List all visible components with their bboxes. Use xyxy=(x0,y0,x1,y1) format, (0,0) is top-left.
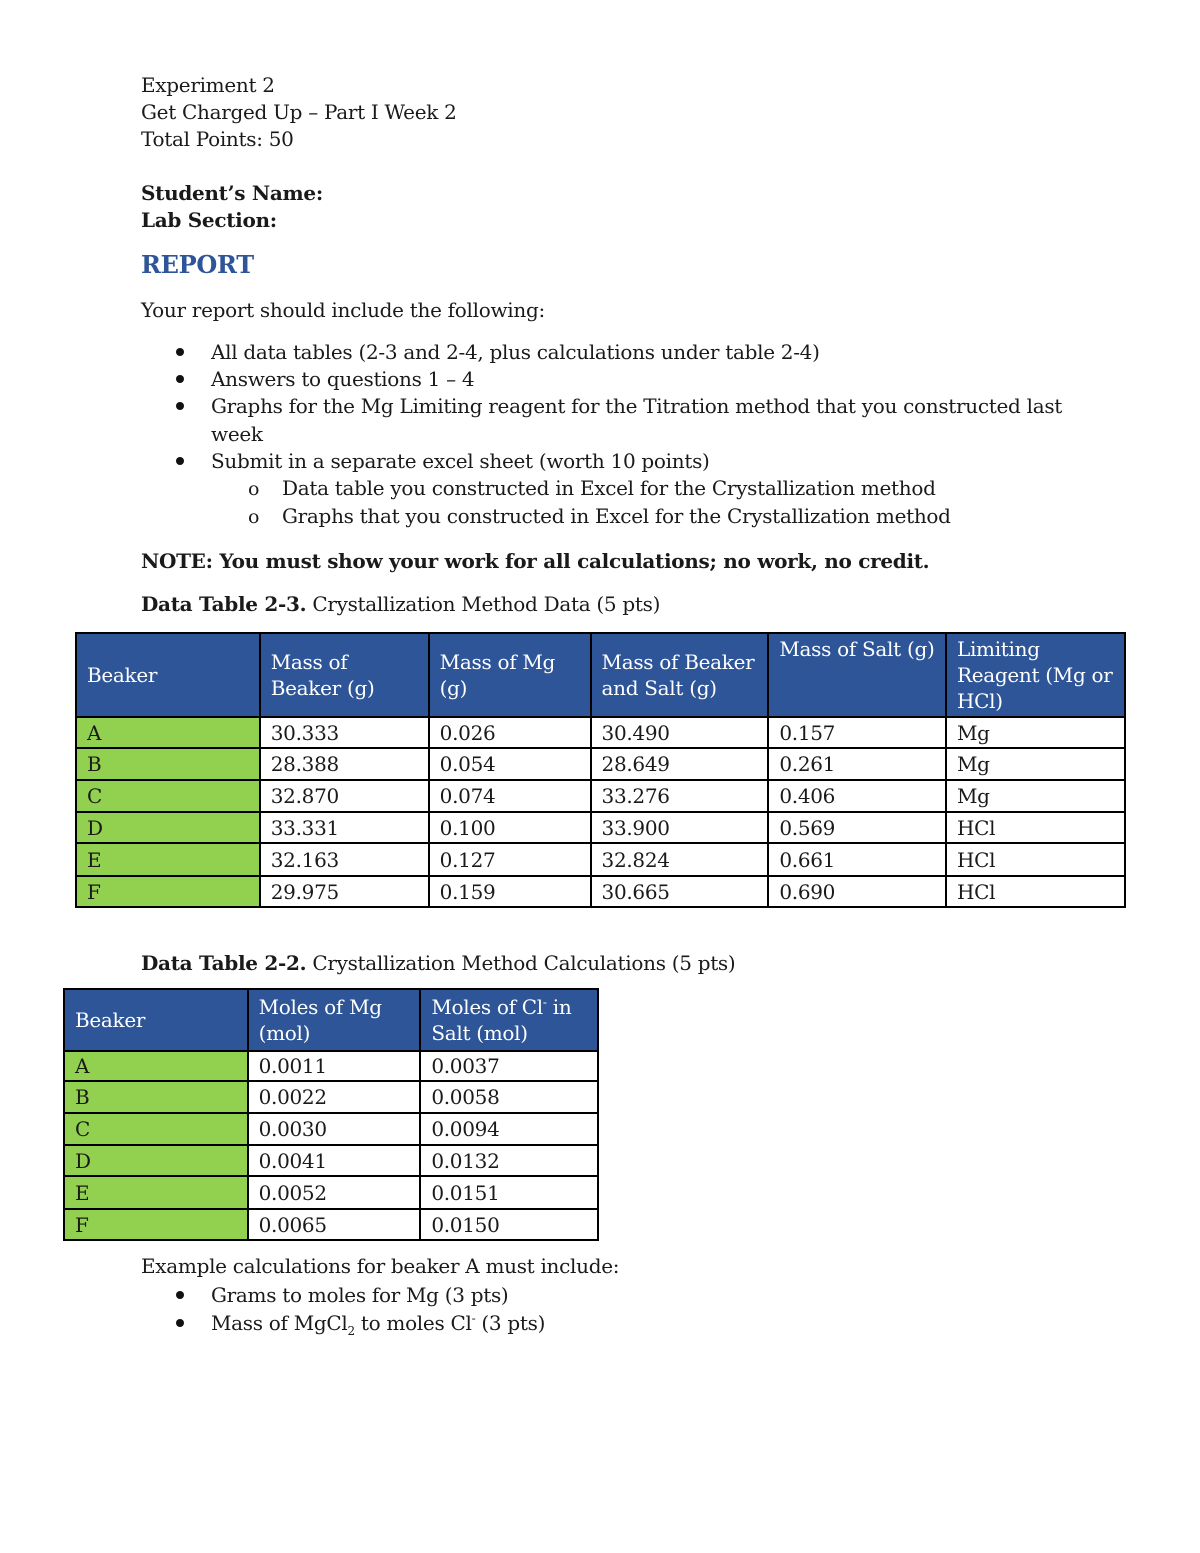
table-row xyxy=(64,1113,598,1145)
table1-caption-bold: Data Table 2-3. xyxy=(141,592,307,616)
example-item2-text: Mass of MgCl xyxy=(211,1311,348,1335)
total-points: Total Points: 50 xyxy=(141,127,294,151)
table-cell: 0.0041 xyxy=(248,1145,421,1176)
beaker-label-cell: E xyxy=(64,1176,248,1209)
beaker-label-cell: C xyxy=(76,780,260,812)
table-cell: 0.569 xyxy=(768,812,946,843)
table-cell: 0.054 xyxy=(429,748,591,780)
experiment-title: Get Charged Up – Part I Week 2 xyxy=(141,100,457,124)
header-moles-cl: Moles of Cl- in Salt (mol) xyxy=(420,989,598,1051)
table1-caption-rest: Crystallization Method Data (5 pts) xyxy=(306,592,661,616)
table-cell: 0.157 xyxy=(768,717,946,748)
table-cell: 0.0132 xyxy=(420,1145,598,1176)
table-row xyxy=(76,717,1125,748)
header-mass-beaker: Mass of Beaker (g) xyxy=(260,633,429,717)
bullet-icon xyxy=(176,402,184,410)
table-cell: 33.276 xyxy=(591,780,769,812)
table-row xyxy=(76,812,1125,843)
table2-caption-rest: Crystallization Method Calculations (5 pts) xyxy=(306,951,736,975)
table-cell: 33.900 xyxy=(591,812,769,843)
beaker-label-cell: A xyxy=(64,1051,248,1081)
table-cell: 32.870 xyxy=(260,780,429,812)
table1-caption xyxy=(141,591,660,618)
table-cell: HCl xyxy=(946,812,1125,843)
beaker-label-cell: B xyxy=(64,1081,248,1113)
example-item2-subscript: 2 xyxy=(347,1324,355,1338)
table-cell: 32.163 xyxy=(260,843,429,876)
table-cell: 30.665 xyxy=(591,876,769,907)
bullet-icon xyxy=(176,1291,184,1299)
table-cell: 29.975 xyxy=(260,876,429,907)
header-beaker: Beaker xyxy=(64,989,248,1051)
bullet-icon xyxy=(176,457,184,465)
lab-section-label: Lab Section: xyxy=(141,208,277,232)
table-row xyxy=(76,780,1125,812)
table-row xyxy=(76,748,1125,780)
header-beaker: Beaker xyxy=(76,633,260,717)
table-row xyxy=(64,1081,598,1113)
example-item2-text3: (3 pts) xyxy=(475,1311,546,1335)
table-row xyxy=(64,1176,598,1209)
example-intro: Example calculations for beaker A must include: xyxy=(141,1254,620,1278)
table-cell: 0.0052 xyxy=(248,1176,421,1209)
table-cell: 28.649 xyxy=(591,748,769,780)
beaker-label-cell: E xyxy=(76,843,260,876)
table-cell: 0.0150 xyxy=(420,1209,598,1240)
beaker-label-cell: F xyxy=(64,1209,248,1240)
header-moles-mg: Moles of Mg (mol) xyxy=(248,989,421,1051)
table-cell: 0.0022 xyxy=(248,1081,421,1113)
table-cell: Mg xyxy=(946,780,1125,812)
header-limiting-reagent: Limiting Reagent (Mg or HCl) xyxy=(946,633,1125,717)
table-cell: Mg xyxy=(946,748,1125,780)
list-item-continuation: week xyxy=(211,422,263,446)
sub-list-item: Graphs that you constructed in Excel for the Crystallization method xyxy=(282,504,951,528)
table-cell: 0.0011 xyxy=(248,1051,421,1081)
table-cell: 0.0065 xyxy=(248,1209,421,1240)
beaker-label-cell: F xyxy=(76,876,260,907)
crystallization-calc-table xyxy=(63,988,599,1241)
table2-caption-bold: Data Table 2-2. xyxy=(141,951,307,975)
table-row xyxy=(64,1209,598,1240)
list-item: Graphs for the Mg Limiting reagent for the Titration method that you constructed last xyxy=(211,394,1063,418)
table-cell: 30.490 xyxy=(591,717,769,748)
example-item2-text2: to moles Cl xyxy=(354,1311,472,1335)
table-cell: 28.388 xyxy=(260,748,429,780)
table-cell: 0.661 xyxy=(768,843,946,876)
table-row xyxy=(76,843,1125,876)
beaker-label-cell: C xyxy=(64,1113,248,1145)
header-mass-beaker-salt: Mass of Beaker and Salt (g) xyxy=(591,633,769,717)
header-mass-mg: Mass of Mg (g) xyxy=(429,633,591,717)
list-item: All data tables (2-3 and 2-4, plus calculations under table 2-4) xyxy=(211,340,820,364)
table-cell: 30.333 xyxy=(260,717,429,748)
beaker-label-cell: D xyxy=(64,1145,248,1176)
table-cell: 0.0094 xyxy=(420,1113,598,1145)
example-item2-superscript: - xyxy=(471,1311,476,1326)
table-cell: 32.824 xyxy=(591,843,769,876)
table-cell: 0.127 xyxy=(429,843,591,876)
beaker-label-cell: B xyxy=(76,748,260,780)
table-cell: 0.261 xyxy=(768,748,946,780)
table-header-row xyxy=(64,989,598,1051)
table-header-row xyxy=(76,633,1125,717)
table-row xyxy=(76,876,1125,907)
table2-body xyxy=(64,1051,598,1240)
list-item xyxy=(211,1310,545,1337)
table-cell: 0.0030 xyxy=(248,1113,421,1145)
table-row xyxy=(64,1145,598,1176)
table-cell: 0.0151 xyxy=(420,1176,598,1209)
table-cell: 0.0037 xyxy=(420,1051,598,1081)
table-cell: 33.331 xyxy=(260,812,429,843)
report-intro: Your report should include the following: xyxy=(141,298,545,322)
table-cell: 0.100 xyxy=(429,812,591,843)
header-mass-salt: Mass of Salt (g) xyxy=(768,633,946,717)
table-cell: 0.026 xyxy=(429,717,591,748)
bullet-icon xyxy=(176,375,184,383)
table-cell: HCl xyxy=(946,876,1125,907)
student-name-label: Student’s Name: xyxy=(141,181,323,205)
table-row xyxy=(64,1051,598,1081)
sub-bullet-icon: o xyxy=(248,506,260,528)
table-cell: 0.074 xyxy=(429,780,591,812)
table-cell: Mg xyxy=(946,717,1125,748)
report-heading: REPORT xyxy=(141,250,254,279)
table-cell: HCl xyxy=(946,843,1125,876)
beaker-label-cell: D xyxy=(76,812,260,843)
sub-list-item: Data table you constructed in Excel for the Crystallization method xyxy=(282,476,936,500)
beaker-label-cell: A xyxy=(76,717,260,748)
table-cell: 0.690 xyxy=(768,876,946,907)
table-cell: 0.0058 xyxy=(420,1081,598,1113)
crystallization-data-table xyxy=(75,632,1126,908)
experiment-number: Experiment 2 xyxy=(141,73,275,97)
table-cell: 0.406 xyxy=(768,780,946,812)
list-item: Answers to questions 1 – 4 xyxy=(211,367,475,391)
table2-caption xyxy=(141,950,735,977)
sub-bullet-icon: o xyxy=(248,478,260,500)
table1-body xyxy=(76,717,1125,907)
note-text: NOTE: You must show your work for all calculations; no work, no credit. xyxy=(141,549,930,573)
list-item: Submit in a separate excel sheet (worth 10 points) xyxy=(211,449,710,473)
bullet-icon xyxy=(176,348,184,356)
bullet-icon xyxy=(176,1319,184,1327)
table-cell: 0.159 xyxy=(429,876,591,907)
list-item: Grams to moles for Mg (3 pts) xyxy=(211,1283,509,1307)
